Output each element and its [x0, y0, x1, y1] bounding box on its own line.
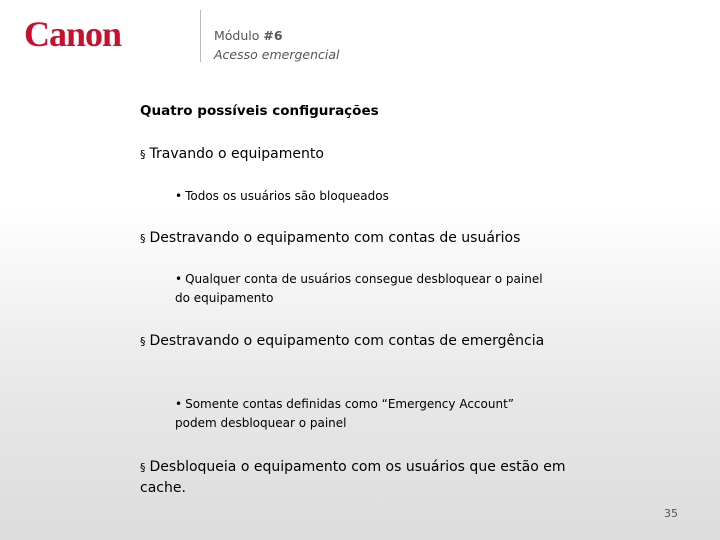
header-divider — [200, 10, 201, 62]
module-subtitle: Acesso emergencial — [214, 47, 340, 62]
sub-bullet-text: Somente contas definidas como “Emergency Account” podem desbloquear o painel — [175, 397, 514, 430]
sub-bullet-marker: • — [175, 189, 183, 203]
canon-logo: Canon — [24, 14, 122, 54]
bullet-text: Destravando o equipamento com contas de usuários — [149, 230, 521, 246]
bullet-marker: § — [140, 461, 146, 474]
bullet-text: Destravando o equipamento com contas de emergência — [149, 333, 545, 349]
sub-bullet-item-1 — [175, 187, 555, 206]
bullet-item-4 — [140, 457, 580, 499]
bullet-item-3 — [140, 331, 580, 352]
bullet-item-2 — [140, 228, 580, 249]
slide-heading: Quatro possíveis configurações — [140, 103, 379, 119]
module-number: #6 — [263, 28, 283, 43]
bullet-marker: § — [140, 335, 146, 348]
bullet-text: Desbloqueia o equipamento com os usuários que estão em cache. — [140, 459, 566, 496]
bullet-marker: § — [140, 232, 146, 245]
sub-bullet-text: Todos os usuários são bloqueados — [185, 189, 389, 203]
bullet-text: Travando o equipamento — [149, 146, 324, 162]
sub-bullet-marker: • — [175, 397, 183, 411]
sub-bullet-marker: • — [175, 272, 183, 286]
page-number: 35 — [664, 507, 678, 520]
bullet-marker: § — [140, 148, 146, 161]
module-prefix: Módulo — [214, 28, 264, 43]
sub-bullet-text: Qualquer conta de usuários consegue desbloquear o painel do equipamento — [175, 272, 543, 305]
module-label — [214, 27, 283, 45]
bullet-item-1 — [140, 144, 580, 165]
sub-bullet-item-3 — [175, 395, 555, 433]
sub-bullet-item-2 — [175, 270, 555, 308]
